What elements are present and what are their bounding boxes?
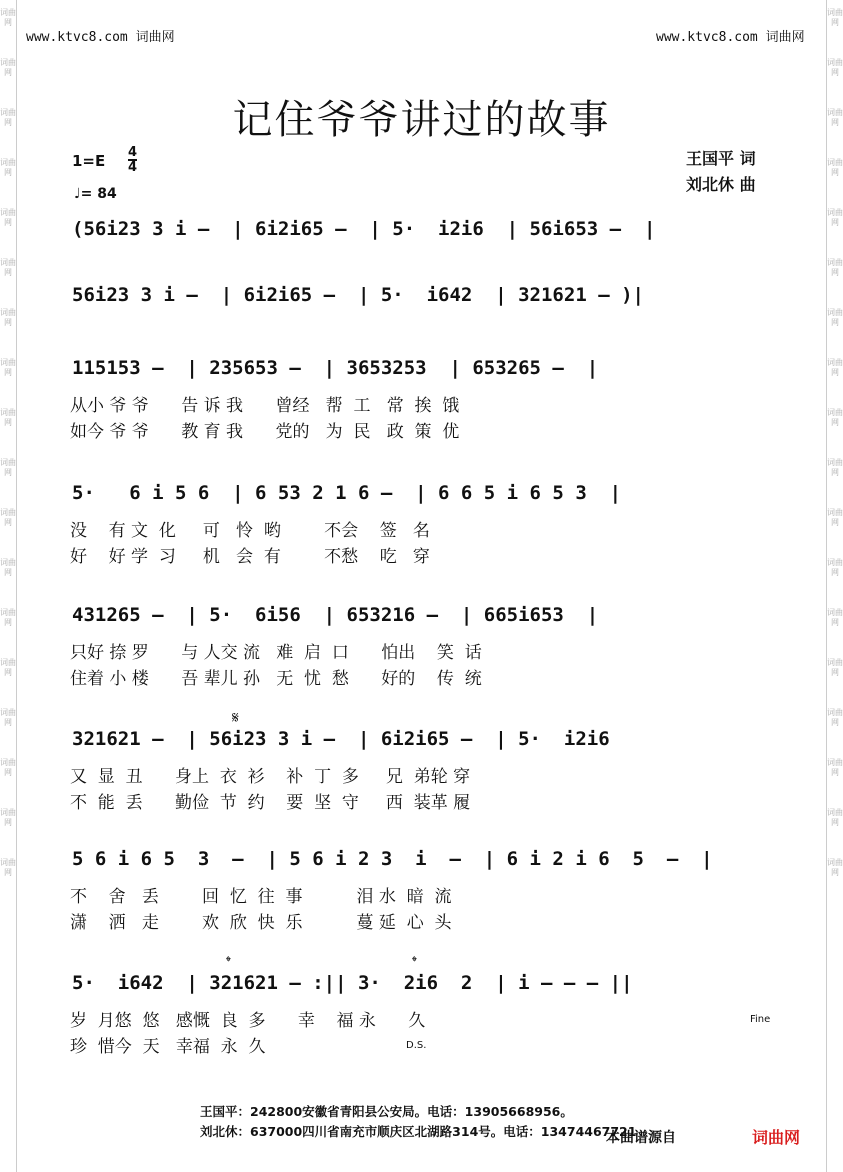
watermark-text: 词曲网 [827,208,843,227]
lyric-line-verse-1: 从小 爷 爷 告 诉 我 曾经 帮 工 常 挨 饿 [70,396,460,416]
watermark-text: 词曲网 [0,558,16,577]
notation-line: 5· i642 | 321621 – :|| 3· 2i6 2 | i – – – || [72,972,633,994]
watermark-text: 词曲网 [0,208,16,227]
watermark-text: 词曲网 [827,358,843,377]
meter-bottom: 4 [128,160,138,175]
watermark-text: 词曲网 [0,508,16,527]
watermark-text: 词曲网 [0,108,16,127]
watermark-text: 词曲网 [827,558,843,577]
fine-mark: Fine [750,1014,771,1025]
notation-line: 321621 – | 56i23 3 i – | 6i2i65 – | 5· i2i6 [72,728,610,750]
watermark-text: 词曲网 [827,308,843,327]
watermark-text: 词曲网 [827,658,843,677]
meter-top: 4 [128,145,138,160]
watermark-text: 词曲网 [0,308,16,327]
watermark-text: 词曲网 [0,458,16,477]
watermark-text: 词曲网 [827,508,843,527]
watermark-text: 词曲网 [0,758,16,777]
notation-line: (56i23 3 i – | 6i2i65 – | 5· i2i6 | 56i653 – | [72,218,656,240]
right-watermark-strip [826,0,843,1172]
watermark-text: 词曲网 [0,608,16,627]
lyric-line-verse-2: 不 能 丢 勤俭 节 约 要 坚 守 西 装革 履 [70,793,471,813]
notation-line: 431265 – | 5· 6i56 | 653216 – | 665i653 | [72,604,599,626]
watermark-text: 词曲网 [827,58,843,77]
left-watermark-strip [0,0,17,1172]
tempo-marking: ♩= 84 [74,186,117,202]
lyric-line-verse-2: 潇 洒 走 欢 欣 快 乐 蔓 延 心 头 [70,913,452,933]
site-url-left: www.ktvc8.com 词曲网 [26,30,175,45]
composer-credit: 刘北休 曲 [686,175,756,194]
coda-mark-1: 𝄌 [226,954,231,970]
lyric-line-verse-2: 好 好 学 习 机 会 有 不愁 吃 穿 [70,547,430,567]
watermark-text: 词曲网 [0,158,16,177]
lyric-line-verse-2: 珍 惜今 天 幸福 永 久 [70,1037,266,1057]
lyric-line-verse-1: 没 有 文 化 可 怜 哟 不会 签 名 [70,521,430,541]
site-url-right: www.ktvc8.com 词曲网 [656,30,805,45]
ds-mark: D.S. [406,1040,427,1051]
watermark-text: 词曲网 [827,258,843,277]
contact-lyricist: 王国平：242800安徽省青阳县公安局。电话：13905668956。 [200,1104,573,1119]
lyric-line-verse-2: 如今 爷 爷 教 育 我 党的 为 民 政 策 优 [70,422,460,442]
watermark-text: 词曲网 [0,8,16,27]
lyric-line-verse-2: 住着 小 楼 吾 辈儿 孙 无 忧 愁 好的 传 统 [70,669,482,689]
lyric-line-verse-1: 只好 捺 罗 与 人交 流 难 启 口 怕出 笑 话 [70,643,482,663]
watermark-text: 词曲网 [827,8,843,27]
lyric-line-verse-1: 岁 月悠 悠 感慨 良 多 幸 福 永 久 [70,1011,426,1031]
watermark-text: 词曲网 [827,458,843,477]
watermark-text: 词曲网 [0,658,16,677]
segno-mark: 𝄋 [232,708,239,727]
watermark-text: 词曲网 [0,408,16,427]
notation-line: 5 6 i 6 5 3 – | 5 6 i 2 3 i – | 6 i 2 i 6 5 – | [72,848,713,870]
watermark-text: 词曲网 [827,808,843,827]
watermark-text: 词曲网 [827,708,843,727]
watermark-text: 词曲网 [827,108,843,127]
watermark-text: 词曲网 [827,758,843,777]
watermark-text: 词曲网 [0,858,16,877]
song-title: 记住爷爷讲过的故事 [232,97,611,143]
notation-line: 5· 6 i 5 6 | 6 53 2 1 6 – | 6 6 5 i 6 5 3 | [72,482,622,504]
lyric-line-verse-1: 又 显 丑 身上 衣 衫 补 丁 多 兄 弟轮 穿 [70,767,471,787]
watermark-text: 词曲网 [0,708,16,727]
coda-mark-2: 𝄌 [412,954,417,970]
notation-line: 56i23 3 i – | 6i2i65 – | 5· i642 | 321621 – )| [72,284,644,306]
key-signature: 1=E [72,152,106,170]
notation-line: 115153 – | 235653 – | 3653253 | 653265 – | [72,357,599,379]
lyricist-credit: 王国平 词 [686,149,756,168]
watermark-text: 词曲网 [0,358,16,377]
contact-composer: 刘北休：637000四川省南充市顺庆区北湖路314号。电话：13474467721 [200,1124,637,1139]
time-signature [128,146,137,174]
watermark-text: 词曲网 [0,58,16,77]
watermark-text: 词曲网 [827,408,843,427]
lyric-line-verse-1: 不 舍 丢 回 忆 往 事 泪 水 暗 流 [70,887,452,907]
watermark-text: 词曲网 [827,158,843,177]
watermark-text: 词曲网 [827,608,843,627]
watermark-text: 词曲网 [827,858,843,877]
site-logo: 词曲网 [752,1128,801,1147]
watermark-text: 词曲网 [0,808,16,827]
source-label: 本曲谱源自 [606,1130,676,1146]
watermark-text: 词曲网 [0,258,16,277]
